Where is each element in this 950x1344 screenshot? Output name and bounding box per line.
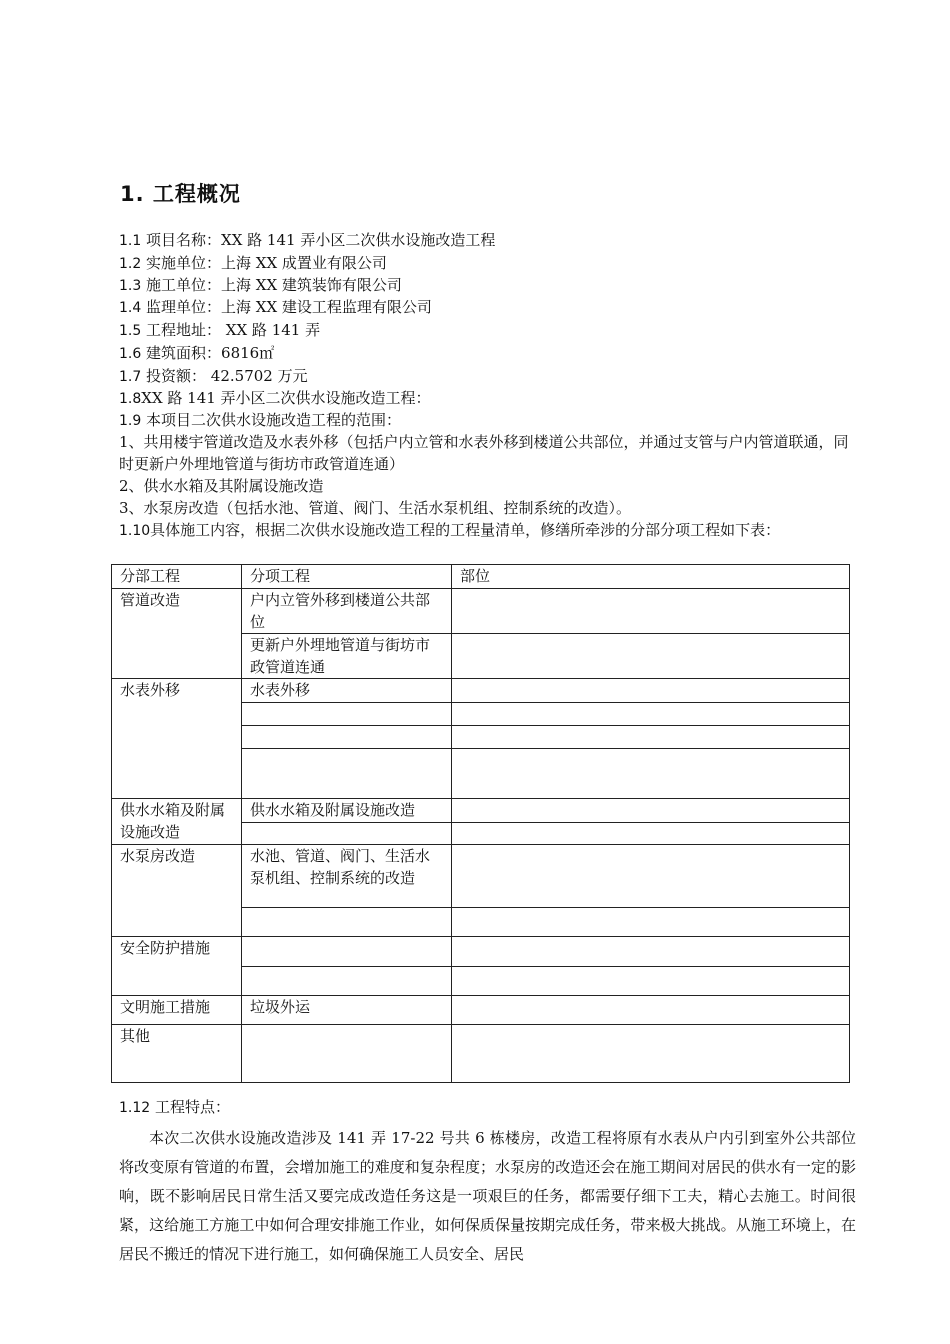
- item-1-8: 1.8XX 路 141 弄小区二次供水设施改造工程：: [119, 389, 431, 407]
- header-cell: 分项工程: [242, 565, 452, 589]
- item-1-3: 1.3 施工单位：上海 XX 建筑装饰有限公司: [119, 276, 402, 294]
- item-1-7: 1.7 投资额： 42.5702 万元: [119, 367, 308, 385]
- table-cell: [452, 845, 850, 908]
- table-cell: [452, 996, 850, 1025]
- section-heading: 1. 工程概况: [120, 182, 241, 206]
- header-cell: 分部工程: [112, 565, 242, 589]
- table-header-row: [112, 565, 850, 589]
- table-cell: [452, 937, 850, 967]
- table-cell: [242, 937, 452, 967]
- item-1-1: 1.1 项目名称：XX 路 141 弄小区二次供水设施改造工程: [119, 231, 496, 249]
- table-cell: [452, 726, 850, 749]
- table-cell: 水表外移: [242, 679, 452, 703]
- item-1-12: 1.12 工程特点：: [119, 1098, 230, 1116]
- item-1-6: 1.6 建筑面积：6816㎡: [119, 344, 275, 362]
- table-cell: [242, 967, 452, 996]
- table-cell: [452, 967, 850, 996]
- table-cell: [242, 703, 452, 726]
- table-row: [112, 1025, 850, 1083]
- table-cell: [452, 589, 850, 634]
- item-1-5: 1.5 工程地址： XX 路 141 弄: [119, 321, 321, 339]
- table-cell: [242, 749, 452, 799]
- table-cell: 水池、管道、阀门、生活水泵机组、控制系统的改造: [242, 845, 452, 908]
- header-cell: 部位: [452, 565, 850, 589]
- table-cell: [452, 908, 850, 937]
- item-1-10: 1.10具体施工内容，根据二次供水设施改造工程的工程量清单，修缮所牵涉的分部分项工程如下表：: [119, 521, 781, 539]
- table-cell: [452, 749, 850, 799]
- table-cell: [242, 726, 452, 749]
- table-cell: 垃圾外运: [242, 996, 452, 1025]
- table-cell: [242, 908, 452, 937]
- table-cell: 供水水箱及附属设施改造: [112, 799, 242, 845]
- item-1-2: 1.2 实施单位：上海 XX 成置业有限公司: [119, 254, 387, 272]
- scope-item-3: 3、水泵房改造（包括水池、管道、阀门、生活水泵机组、控制系统的改造）。: [119, 499, 632, 517]
- table-cell: 文明施工措施: [112, 996, 242, 1025]
- item-1-4: 1.4 监理单位：上海 XX 建设工程监理有限公司: [119, 298, 432, 316]
- table-row: [112, 679, 850, 703]
- table-cell: [452, 1025, 850, 1083]
- table-row: [112, 937, 850, 967]
- table-cell: 水泵房改造: [112, 845, 242, 937]
- project-features-paragraph: 本次二次供水设施改造涉及 141 弄 17-22 号共 6 栋楼房，改造工程将原有水表从户内引到室外公共部位将改变原有管道的布置，会增加施工的难度和复杂程度；水泵房的改造还会在施工期间对居民的供水有一定的影响，既不影响居民日常生活又要完成改造任务这是一项艰巨的任务，都需要仔细下工夫，精心去施工。时间很紧，这给施工方施工中如何合理安排施工作业，如何保质保量按期完成任务，带来极大挑战。从施工环境上，在居民不搬迁的情况下进行施工，如何确保施工人员安全、居民: [119, 1129, 856, 1263]
- table-cell: [452, 799, 850, 823]
- table-cell: [242, 823, 452, 845]
- table-cell: 水表外移: [112, 679, 242, 799]
- table-cell: [452, 703, 850, 726]
- table-row: [112, 996, 850, 1025]
- item-1-9: 1.9 本项目二次供水设施改造工程的范围：: [119, 411, 402, 429]
- scope-item-2: 2、供水水箱及其附属设施改造: [119, 477, 324, 495]
- table-cell: 安全防护措施: [112, 937, 242, 996]
- table-cell: 其他: [112, 1025, 242, 1083]
- table-cell: [452, 679, 850, 703]
- table-cell: [242, 1025, 452, 1083]
- table-row: [112, 799, 850, 823]
- table-cell: 管道改造: [112, 589, 242, 679]
- table-cell: 供水水箱及附属设施改造: [242, 799, 452, 823]
- table-cell: 更新户外埋地管道与街坊市政管道连通: [242, 634, 452, 679]
- table-row: [112, 845, 850, 908]
- table-cell: 户内立管外移到楼道公共部位: [242, 589, 452, 634]
- scope-item-1: 1、共用楼宇管道改造及水表外移（包括户内立管和水表外移到楼道公共部位，并通过支管与户内管道联通，同时更新户外埋地管道与街坊市政管道连通）: [119, 433, 849, 473]
- table-cell: [452, 823, 850, 845]
- table-cell: [452, 634, 850, 679]
- table-row: [112, 589, 850, 634]
- work-breakdown-table: [111, 564, 850, 1083]
